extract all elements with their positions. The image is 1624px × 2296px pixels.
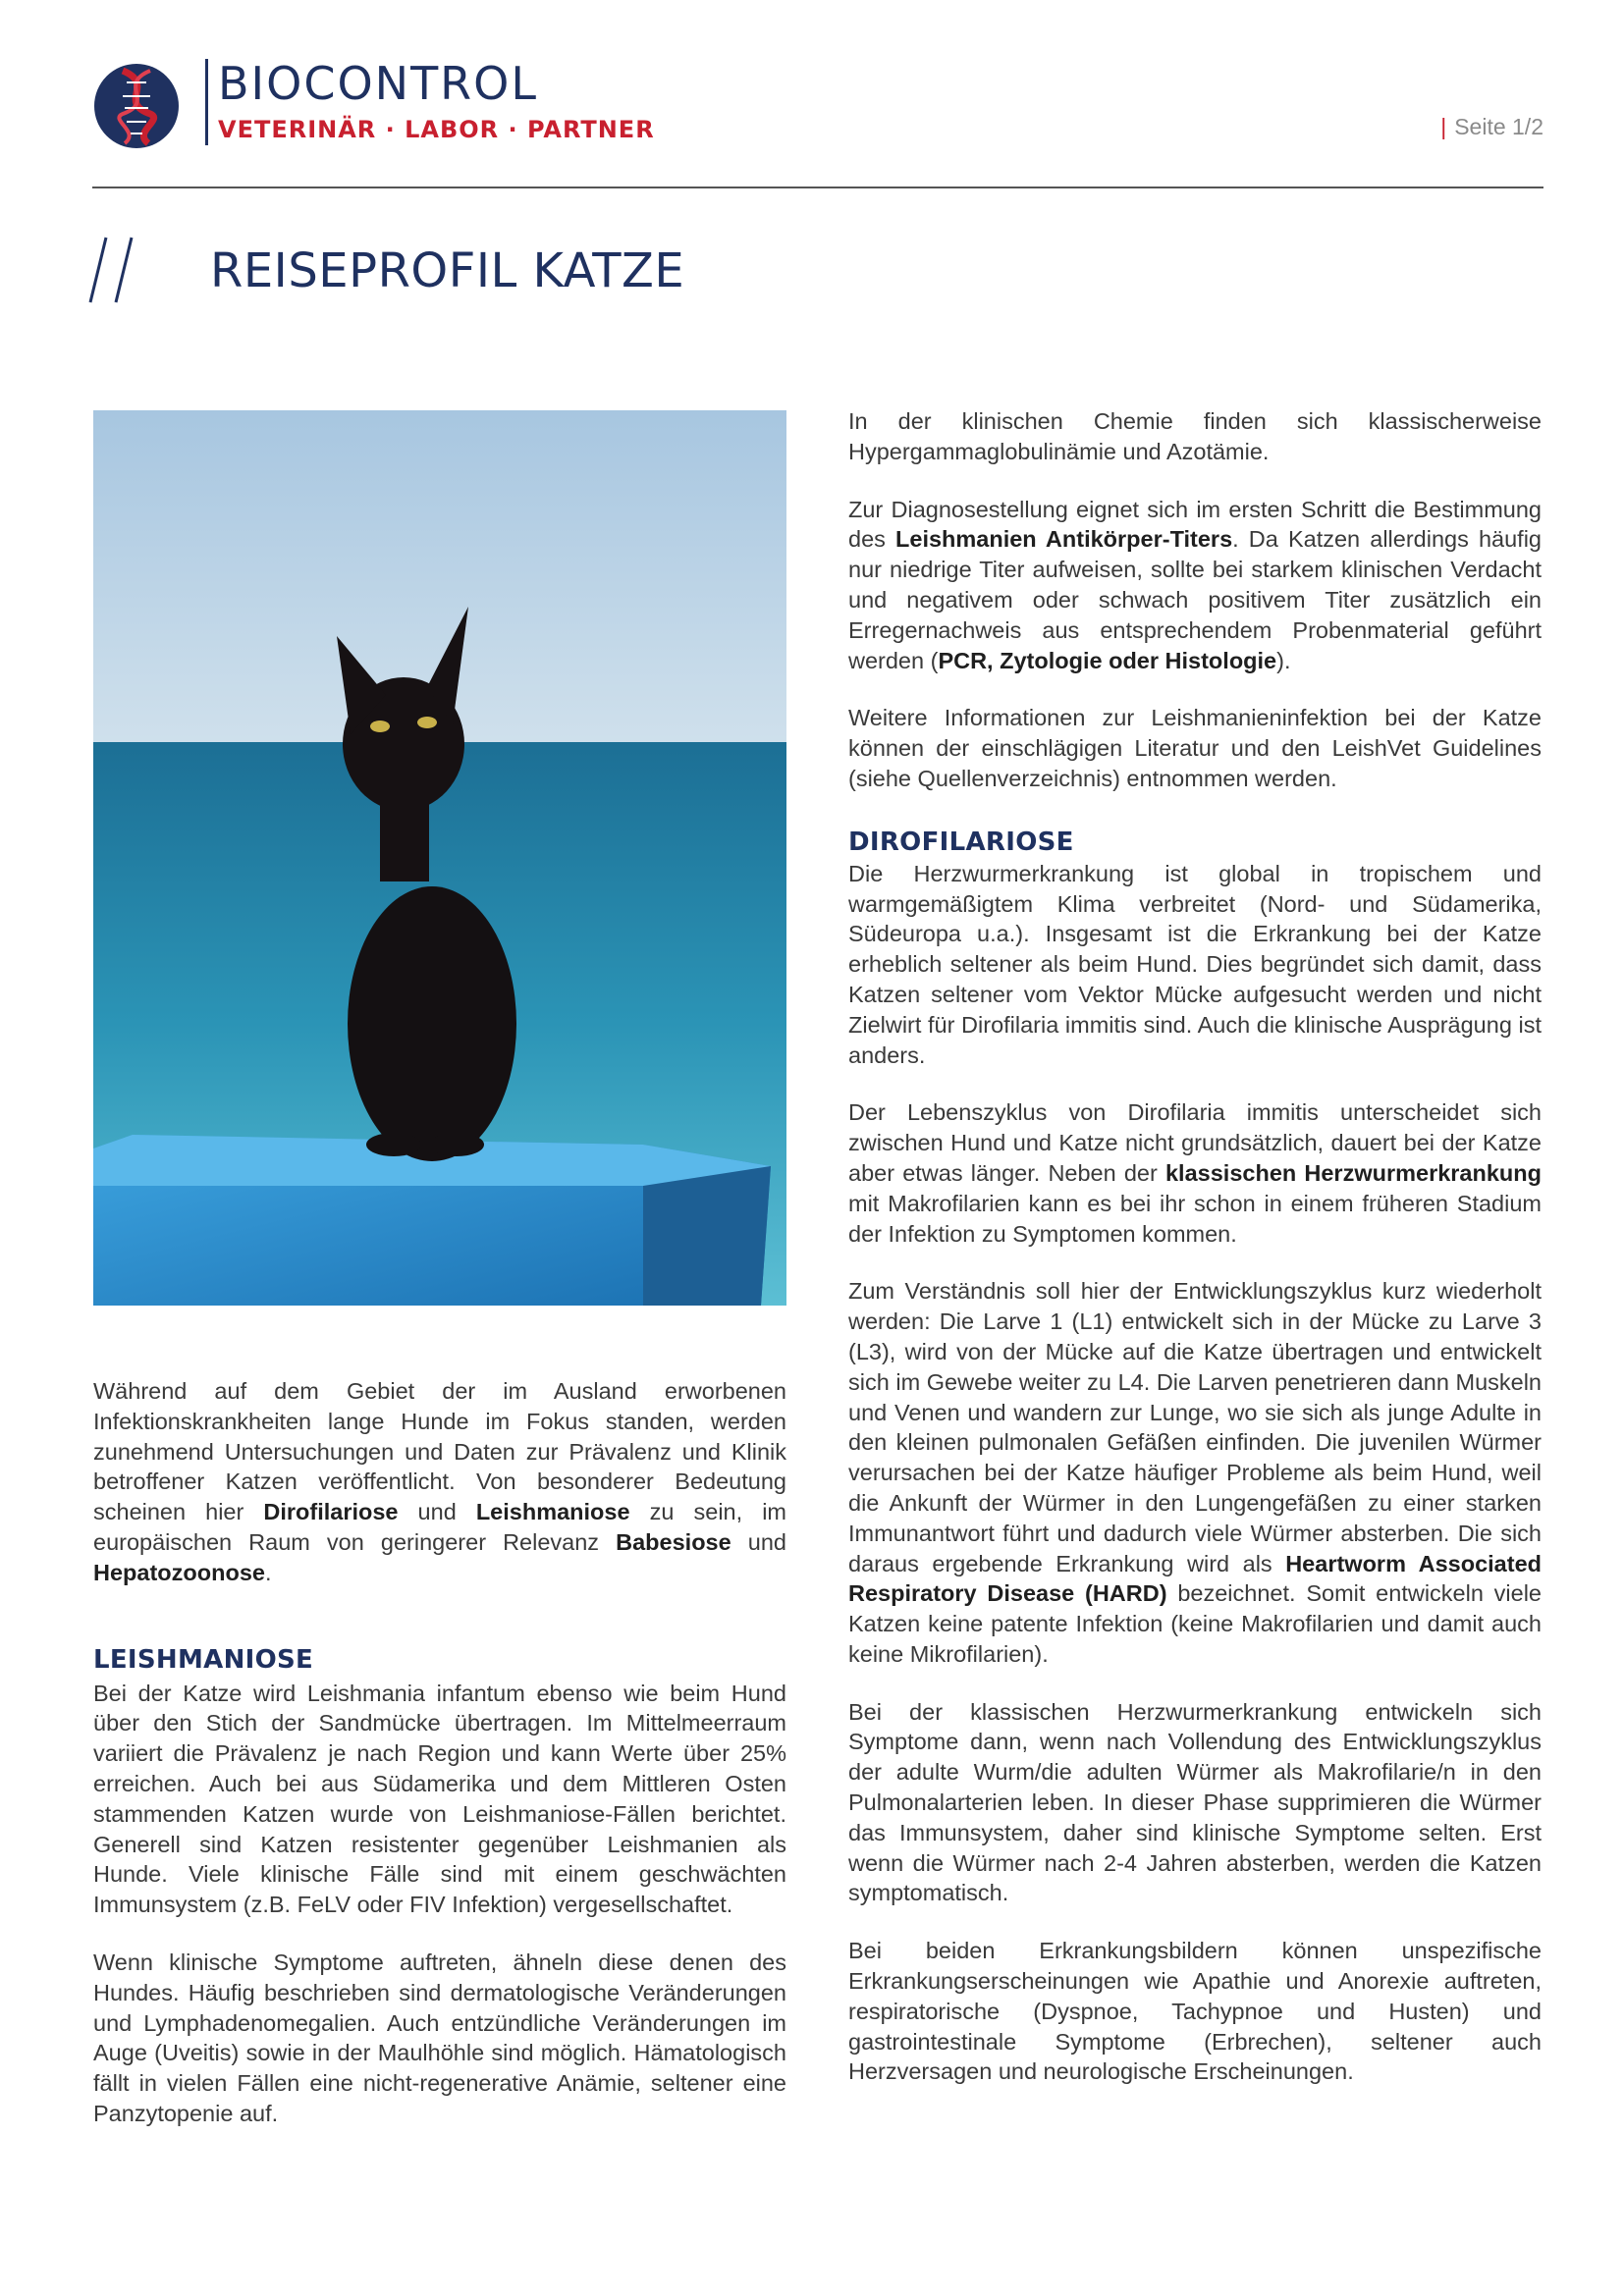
black-cat-photo [93,410,786,1306]
leishmaniose-paragraph-2: Wenn klinische Symptome auftreten, ähneln diese denen des Hundes. Häufig beschrieben sind dermatologische Veränderungen und Lymphadenomegalien. Auch entzündliche Veränderungen im Auge (Uveitis) sowie in der Maulhöhle sind möglich. Hämatologisch fällt in vielen Fällen eine nicht-regenerative Anämie, seltener eine Panzytopenie auf. [93,1949,786,2126]
dirofilariose-paragraph-2: Der Lebenszyklus von Dirofilaria immitis unterscheidet sich zwischen Hund und Katze nicht grundsätzlich, dauert bei der Katze aber etwas länger. Neben der klassischen Herzwurmerkrankung mit Makrofilarien kann es bei ihr schon in einem früheren Stadium der Infektion zu Symptomen kommen. [848,1099,1542,1247]
brand-tagline: VETERINÄR · LABOR · PARTNER [218,116,655,143]
leishmaniose-paragraph-5: Weitere Informationen zur Leishmanieninfektion bei der Katze können der einschlägigen Literatur und den LeishVet Guidelines (siehe Quellenverzeichnis) entnommen werden. [848,705,1542,791]
dirofilariose-paragraph-4: Bei der klassischen Herzwurmerkrankung entwickeln sich Symptome dann, wenn nach Vollendung des Entwicklungszyklus der adulte Wurm/die adulten Würmer als Makrofilarie/n in den Pulmonalarterien leben. In dieser Phase supprimieren die Würmer das Immunsystem, daher sind klinische Symptome selten. Erst wenn die Würmer nach 2-4 Jahren absterben, werden die Katzen symptomatisch. [848,1698,1542,1906]
leishmaniose-heading: LEISHMANIOSE [93,1644,314,1675]
left-column [93,1376,786,2157]
page-indicator: | Seite 1/2 [1440,114,1543,139]
page-indicator-text: Seite 1/2 [1454,114,1543,139]
dirofilariose-paragraph-5: Bei beiden Erkrankungsbildern können unspezifische Erkrankungserscheinungen wie Apathie und Anorexie auftreten, respiratorische (Dyspnoe, Tachypnoe und Husten) und gastrointestinale Symptome (Erbrechen), seltener auch Herzversagen und neurologische Erscheinungen. [848,1938,1542,2085]
leishmaniose-paragraph-4: Zur Diagnosestellung eignet sich im ersten Schritt die Bestimmung des Leishmanien Antikörper-Titers. Da Katzen allerdings häufig nur niedrige Titer aufweisen, sollte bei starkem klinischen Verdacht und negativem oder schwach positivem Titer zusätzlich ein Erregernachweis aus entsprechendem Probenmaterial geführt werden (PCR, Zytologie oder Histologie). [848,496,1542,673]
biocontrol-logo-icon [93,63,180,149]
dirofilariose-paragraph-3: Zum Verständnis soll hier der Entwicklungszyklus kurz wiederholt werden: Die Larve 1 (L1) entwickelt sich in der Mücke zu Larve 3 (L3), wird von der Mücke auf die Katze übertragen und entwickelt sich im Gewebe weiter zu L4. Die Larven penetrieren dann Muskeln und Venen und wandern zur Lunge, wo sie sich als junge Adulte in den kleinen pulmonalen Gefäßen einfinden. Die juvenilen Würmer verursachen bei der Katze häufiger Probleme als beim Hund, weil die Ankunft der Würmer in den Lungengefäßen zu einer starken Immunantwort führt und dadurch viele Würmer absterben. Die sich daraus ergebende Erkrankung wird als Heartworm Associated Respiratory Disease (HARD) bezeichnet. Somit entwickeln viele Katzen keine patente Infektion (keine Makrofilarien und damit auch keine Mikrofilarien). [848,1278,1543,1667]
right-column [848,406,1542,2114]
brand-name: BIOCONTROL [218,57,538,110]
leishmaniose-paragraph-3: In der klinischen Chemie finden sich klassischerweise Hypergammaglobulinämie und Azotämie. [848,408,1542,464]
logo-divider [205,59,208,145]
page-title: REISEPROFIL KATZE [210,243,685,298]
dirofilariose-heading: DIROFILARIOSE [848,827,1074,857]
double-slash-icon [86,234,141,306]
header-rule [92,187,1543,188]
intro-paragraph: Während auf dem Gebiet der im Ausland erworbenen Infektionskrankheiten lange Hunde im Fokus standen, werden zunehmend Untersuchungen und Daten zur Prävalenz und Klinik betroffener Katzen veröffentlicht. Von besonderer Bedeutung scheinen hier Dirofilariose und Leishmaniose zu sein, im europäischen Raum von geringerer Relevanz Babesiose und Hepatozoonose. [93,1378,786,1585]
leishmaniose-paragraph-1: Bei der Katze wird Leishmania infantum ebenso wie beim Hund über den Stich der Sandmücke übertragen. Im Mittelmeerraum variiert die Prävalenz je nach Region und kann Werte über 25% erreichen. Auch bei aus Südamerika und dem Mittleren Osten stammenden Katzen wurde von Leishmaniose-Fällen berichtet. Generell sind Katzen resistenter gegenüber Leishmanien als Hunde. Viele klinische Fälle sind mit einem geschwächten Immunsystem (z.B. FeLV oder FIV Infektion) vergesellschaftet. [93,1680,786,1918]
dirofilariose-paragraph-1: Die Herzwurmerkrankung ist global in tropischem und warmgemäßigtem Klima verbreitet (Nord- und Südamerika, Südeuropa u.a.). Insgesamt ist die Erkrankung bei der Katze erheblich seltener als beim Hund. Dies begründet sich damit, dass Katzen seltener vom Vektor Mücke aufgesucht werden und nicht Zielwirt für Dirofilaria immitis sind. Auch die klinische Ausprägung ist anders. [848,860,1542,1068]
